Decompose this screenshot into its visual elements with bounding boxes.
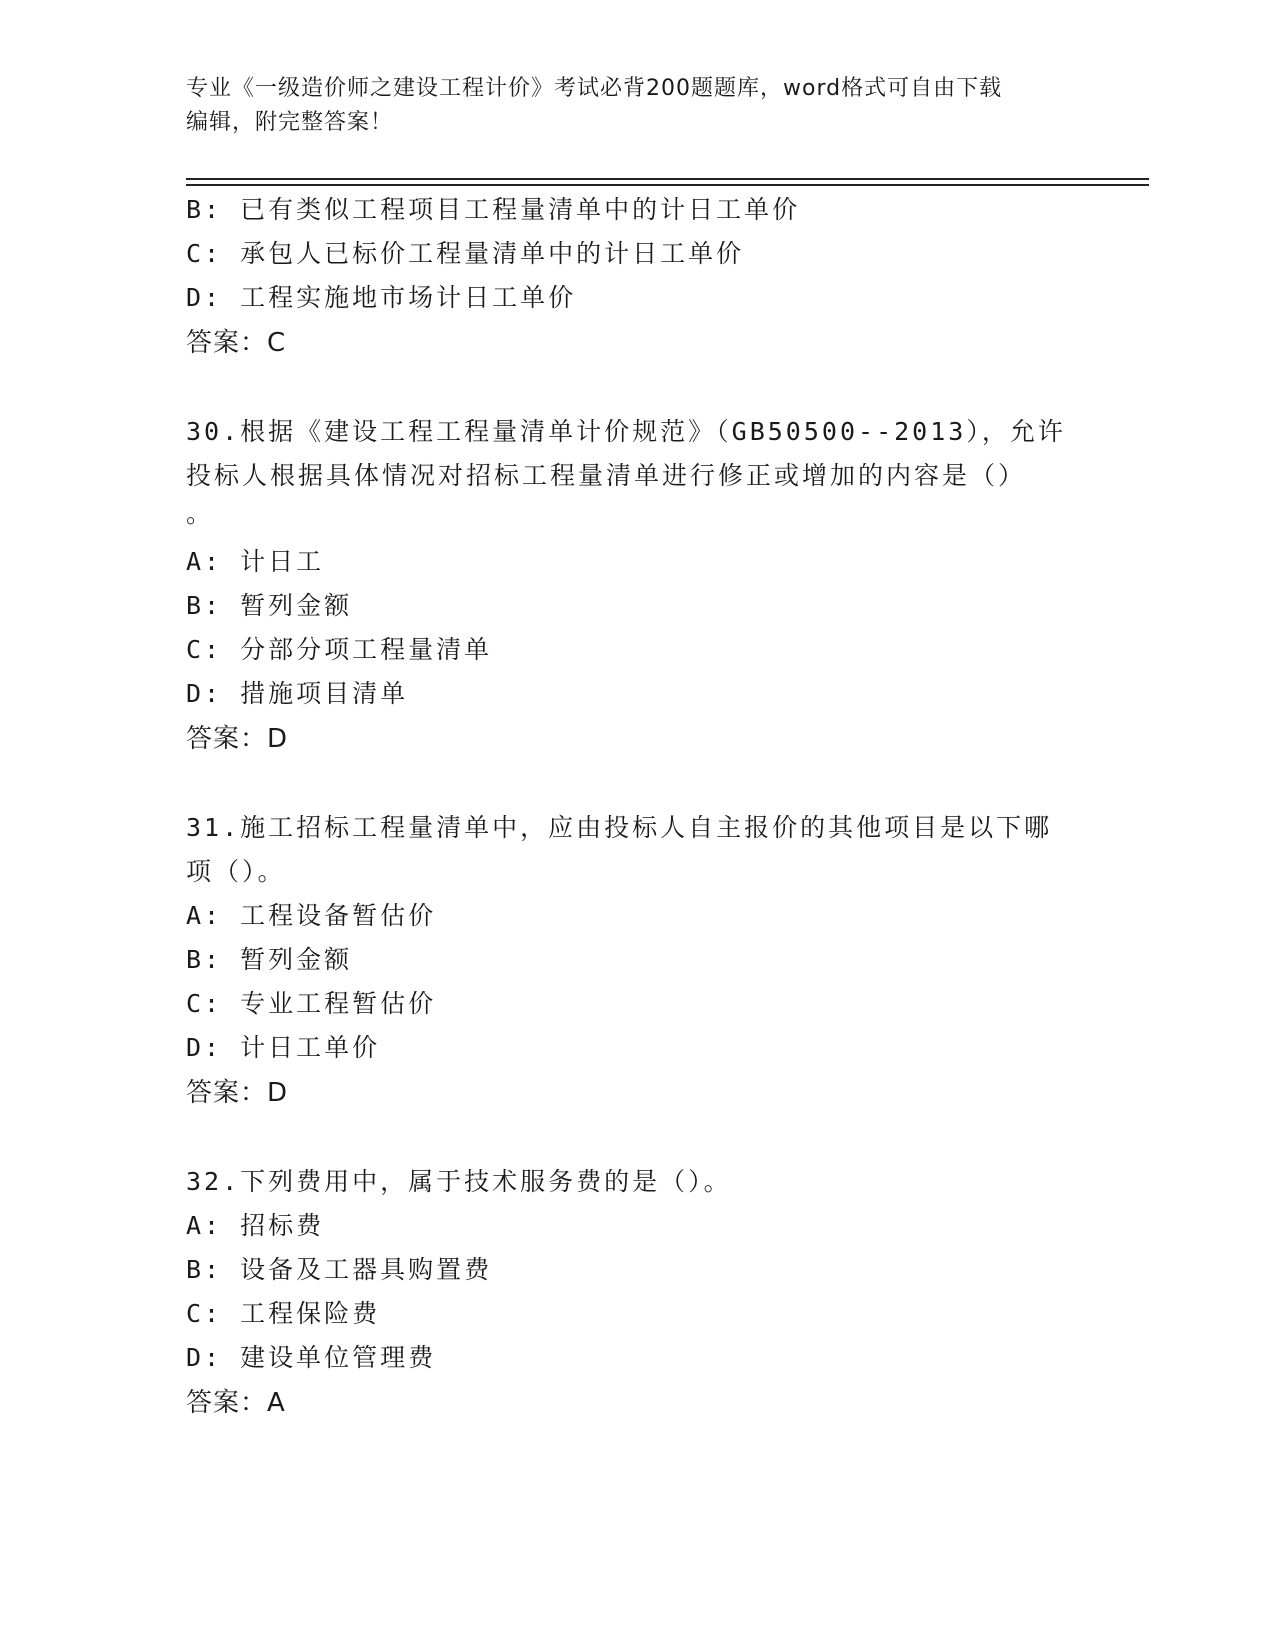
q31-answer: 答案：D	[186, 1078, 289, 1108]
q32-option-a: A: 招标费	[186, 1211, 325, 1240]
header-divider-bottom	[186, 184, 1149, 186]
q32-option-d: D: 建设单位管理费	[186, 1343, 437, 1372]
q31-option-a: A: 工程设备暂估价	[186, 901, 437, 930]
q29-option-c: C: 承包人已标价工程量清单中的计日工单价	[186, 239, 745, 268]
q32-answer: 答案：A	[186, 1388, 286, 1418]
q30-stem-line-2: 投标人根据具体情况对招标工程量清单进行修正或增加的内容是（）	[186, 461, 1027, 490]
q30-option-b: B: 暂列金额	[186, 591, 353, 620]
q30-stem-line-3: 。	[186, 499, 215, 528]
q31-stem-line-2: 项（）。	[186, 857, 286, 886]
q29-answer: 答案：C	[186, 328, 287, 358]
q30-option-d: D: 措施项目清单	[186, 679, 409, 708]
q29-option-d: D: 工程实施地市场计日工单价	[186, 283, 577, 312]
q31-option-b: B: 暂列金额	[186, 945, 353, 974]
q31-option-d: D: 计日工单价	[186, 1033, 381, 1062]
q32-stem-line-1: 32.下列费用中，属于技术服务费的是（）。	[186, 1167, 732, 1196]
q30-option-a: A: 计日工	[186, 547, 325, 576]
q30-option-c: C: 分部分项工程量清单	[186, 635, 493, 664]
header-divider-top	[186, 178, 1149, 180]
q31-option-c: C: 专业工程暂估价	[186, 989, 437, 1018]
q30-stem-line-1: 30.根据《建设工程工程量清单计价规范》（GB50500--2013），允许	[186, 417, 1066, 446]
header-title-line-1: 专业《一级造价师之建设工程计价》考试必背200题题库，word格式可自由下载	[186, 76, 1003, 101]
q32-option-c: C: 工程保险费	[186, 1299, 381, 1328]
document-header	[186, 72, 1066, 140]
q30-answer: 答案：D	[186, 724, 289, 754]
q29-option-b: B: 已有类似工程项目工程量清单中的计日工单价	[186, 195, 801, 224]
header-title-line-2: 编辑，附完整答案！	[186, 110, 394, 135]
q32-option-b: B: 设备及工器具购置费	[186, 1255, 493, 1284]
q31-stem-line-1: 31.施工招标工程量清单中，应由投标人自主报价的其他项目是以下哪	[186, 813, 1053, 842]
